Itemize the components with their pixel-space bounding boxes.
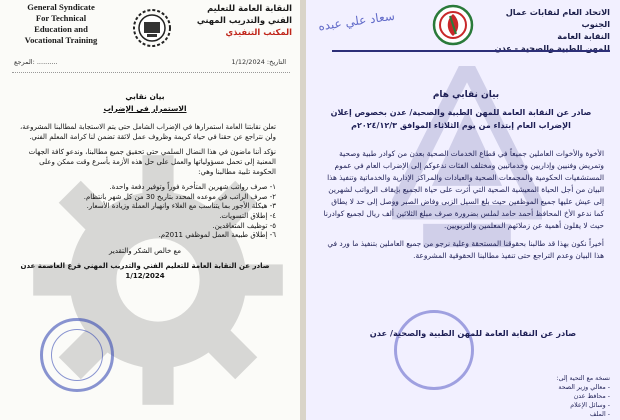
header-ar-line: النقابة العامة للتعليم <box>207 3 292 13</box>
header-en-line: General Syndicate <box>27 2 95 12</box>
syndicate-gear-logo-icon <box>132 8 172 48</box>
demand-item: ٤- إطلاق التسويات. <box>219 211 276 220</box>
header-ar-line: للمهن الطبية والصحية - عدن <box>494 43 610 53</box>
thanks-line: مع خالص الشكر والتقدير <box>109 246 181 255</box>
date-value: 1/12/2024 <box>231 58 265 66</box>
copies-list <box>538 374 610 419</box>
left-header-arabic <box>168 2 292 38</box>
date-label: التاريخ <box>269 58 286 66</box>
left-document <box>0 0 300 420</box>
header-divider <box>12 72 290 73</box>
header-ar-line: النقابة العامة <box>557 31 610 41</box>
demand-item: ٣- هيكلة الأجور بما يتناسب مع الغلاء وانهيار العملة وزيادة الأسعار. <box>86 202 276 211</box>
demand-item: ٦- إطلاق طبيعة العمل لموظفي 2011م. <box>158 231 276 240</box>
header-en-line: Education and <box>34 24 88 34</box>
header-ar-line: الاتحاد العام لنقابات عمال الجنوب <box>505 7 610 29</box>
left-body <box>14 92 276 282</box>
medical-union-logo-icon <box>432 4 474 46</box>
statement-title: بيان نقابي هام <box>432 90 500 100</box>
signature-date: 1/12/2024 <box>125 271 165 280</box>
copies-item: - محافظ عدن <box>573 393 610 400</box>
header-ar-line: الفني والتدريب المهني <box>196 15 292 25</box>
copies-label: نسخة مع التحية إلى: <box>556 375 610 382</box>
right-body <box>320 148 604 268</box>
right-header-arabic <box>490 6 610 54</box>
handwritten-note: سعاد علي عبده <box>317 8 396 34</box>
body-paragraph: الأخوة والأخوات العاملين جميعاً في قطاع الخدمات الصحية بعدن من كوادر طبية وصحية وتمريض وفنيين وإداريين وخدماتيين ومختلف الفئات ندعوكم إلى الإضراب العام في عموم المستشفيات الحكومية والمجمعات الصحية والعيادات والمراكز الإدارية والخدماتية وتنفيذ هذا البيان من أجل الحياة المعيشية الصحية التي أثرت على حياة الجميع بإيقاف الرواتب لشهرين إلى عيش عليها جميع الموظفين حيث بلغ السيل الزبى وفاض الصبر ووصل إلى حد لا يطاق كما ندعو الأخ المحافظ أحمد حامد لملس بضرورة صرف مبلغ الثلاثين ألف ريال لجميع كوادرنا حيث لا يقلون أهمية عن زملائهم المعلمين والتربويين. <box>323 149 604 230</box>
statement-subtitle: الاستمرار في الإضراب <box>103 103 187 113</box>
union-stamp-icon <box>394 310 474 390</box>
reference-label: المرجع <box>14 58 33 66</box>
strike-announcement-headline: صادر عن النقابة العامة للمهن الطبية والصحية/ عدن بخصوص إعلان الإضراب العام إبتداء من يوم الثلاثاء الموافق ٢٠٢٤/١٢/٣م <box>330 108 592 130</box>
right-document <box>306 0 620 420</box>
body-paragraph: أخيراً نكون بهذا قد طالبنا بحقوقنا المستحقة وعلية نرجو من جميع العاملين بتنفيذ ما ورد في هذا البيان وعدم التراجع حتى تنفيذ مطالبنا الحقوقية المشروعة. <box>327 239 604 260</box>
demand-item: ١- صرف رواتب شهرين المتأخرة فوراً وتوفير دفعة واحدة. <box>109 183 276 192</box>
blue-stamp-icon <box>40 318 114 392</box>
left-header-english <box>12 2 110 46</box>
demand-item: ٢- صرف الراتب في موعده المحدد بتاريخ 30 من كل شهر بانتظام. <box>83 192 276 201</box>
demands-list <box>14 183 276 241</box>
header-divider <box>332 50 610 52</box>
date-row: التاريخ: 1/12/2024 <box>231 58 286 66</box>
copies-item: - الملف <box>589 411 610 418</box>
statement-title: بيان نقابي <box>125 92 165 101</box>
body-paragraph: تعلن نقابتنا العامة استمرارها في الإضراب الشامل حتى يتم الاستجابة لمطالبنا المشروعة، ولن نتراجع عن حقنا في حياة كريمة وظروف عمل لائقة تضمن لنا كرامة المعلم الفني. <box>19 123 276 141</box>
copies-item: - معالي وزير الصحة <box>558 384 610 391</box>
issuer-footer: صادر عن النقابة العامة للمهن الطبية والصحية/ عدن <box>369 328 577 338</box>
demand-item: ٥- توظيف المتعاقدين. <box>212 221 276 230</box>
body-paragraph: نؤكد أننا ماضون في هذا النضال السلمي حتى تحقيق جميع مطالبنا، وندعو كافة الجهات المعنية إلى تحمل مسؤولياتها والعمل على حل هذه الأزمة بأسرع وقت ممكن وعلى الحكومة تلبية مطالبنا وهي: <box>28 148 276 176</box>
reference-row: المرجع: .......... <box>14 58 58 66</box>
executive-office-label: المكتب التنفيذي <box>225 27 292 37</box>
signature-line: صادر عن النقابة العامة للتعليم الفني والتدريب المهني فرع العاصمة عدن <box>20 262 270 271</box>
copies-item: - وسائل الإعلام <box>570 402 610 409</box>
header-en-line: Vocational Training <box>24 35 98 45</box>
header-en-line: For Technical <box>35 13 87 23</box>
